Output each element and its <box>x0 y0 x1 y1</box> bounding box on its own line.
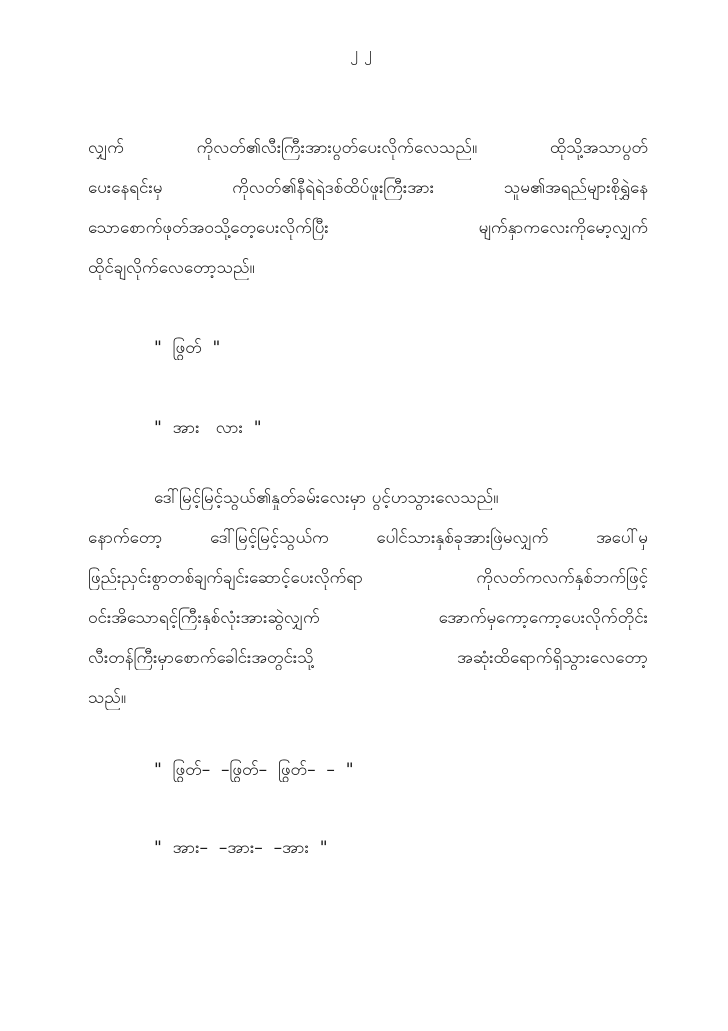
paragraph-1-line-1: လျှက် ကိုလတ်၏လီးကြီးအားပွတ်ပေးလိုက်လေသည်။ ထိုသို့အသာပွတ် <box>88 138 648 158</box>
paragraph-2-line-1: ဒေါ်မြင့်မြင့်သွယ်၏နှုတ်ခမ်းလေးမှာ ပွင့်ဟသွားလေသည်။ <box>154 488 499 508</box>
dialogue-line-1: " ဖြွတ် " <box>154 338 221 358</box>
paragraph-1-line-2: ပေးနေရင်းမှ ကိုလတ်၏နီရဲရဲဒစ်ထိပ်ဖူးကြီးအား သူမ၏အရည်များစိုရွှဲနေ <box>88 178 648 198</box>
dialogue-line-4: " အား– –အား– –အား " <box>154 838 328 858</box>
dialogue-line-2: " အား လား " <box>154 418 262 438</box>
paragraph-1-line-4: ထိုင်ချလိုက်လေတော့သည်။ <box>88 258 255 278</box>
paragraph-2-line-4: ဝင်းအိသောရင့်ကြီးနှစ်လုံးအားဆွဲလျှက် အောက်မှကော့ကော့ပေးလိုက်တိုင်း <box>88 608 648 628</box>
paragraph-2-line-2: နောက်တော့ ဒေါ်မြင့်မြင့်သွယ်က ပေါင်သားနှစ်ခုအားဖြဲမလျှက် အပေါ်မှ <box>88 528 648 548</box>
dialogue-line-3: " ဖြွတ်– –ဖြွတ်– ဖြွတ်– – " <box>154 760 354 780</box>
paragraph-1-line-3: သောစောက်ဖုတ်အဝသို့တေ့ပေးလိုက်ပြီး မျက်နှာကလေးကိုမော့လျှက် <box>88 218 648 238</box>
page-number: ၂၂ <box>350 43 378 62</box>
paragraph-2-line-3: ဖြည်းညှင်းစွာတစ်ချက်ချင်းဆောင့်ပေးလိုက်ရာ ကိုလတ်ကလက်နှစ်ဘက်ဖြင့် <box>88 568 648 588</box>
paragraph-2-line-6: သည်။ <box>88 688 127 708</box>
paragraph-2-line-5: လီးတန်ကြီးမှာစောက်ခေါင်းအတွင်းသို့ အဆုံးထိရောက်ရှိသွားလေတော့ <box>88 648 648 668</box>
